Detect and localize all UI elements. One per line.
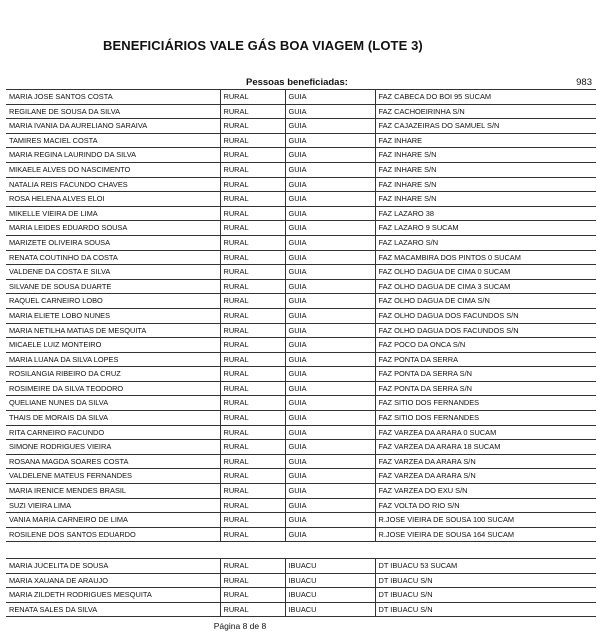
table-row bbox=[6, 338, 596, 353]
zone-cell: RURAL bbox=[220, 308, 285, 323]
zone-cell: RURAL bbox=[220, 527, 285, 542]
beneficiaries-table-ibuacu bbox=[6, 558, 596, 617]
district-cell: GUIA bbox=[285, 396, 375, 411]
zone-cell: RURAL bbox=[220, 381, 285, 396]
name-cell: MIKAELE ALVES DO NASCIMENTO bbox=[6, 162, 220, 177]
address-cell: FAZ OLHO DAGUA DE CIMA 3 SUCAM bbox=[375, 279, 596, 294]
table-row bbox=[6, 469, 596, 484]
district-cell: GUIA bbox=[285, 119, 375, 134]
address-cell: FAZ INHARE S/N bbox=[375, 148, 596, 163]
district-cell: GUIA bbox=[285, 279, 375, 294]
district-cell: GUIA bbox=[285, 352, 375, 367]
address-cell: FAZ VARZEA DA ARARA 18 SUCAM bbox=[375, 440, 596, 455]
zone-cell: RURAL bbox=[220, 235, 285, 250]
address-cell: FAZ VOLTA DO RIO S/N bbox=[375, 498, 596, 513]
district-cell: GUIA bbox=[285, 206, 375, 221]
table-row bbox=[6, 162, 596, 177]
zone-cell: RURAL bbox=[220, 265, 285, 280]
table-row bbox=[6, 265, 596, 280]
address-cell: FAZ VARZEA DO EXU S/N bbox=[375, 484, 596, 499]
page-footer: Página 8 de 8 bbox=[213, 621, 267, 631]
table-row bbox=[6, 573, 596, 588]
address-cell: FAZ OLHO DAGUA DOS FACUNDOS S/N bbox=[375, 308, 596, 323]
table-row bbox=[6, 104, 596, 119]
name-cell: MARIA REGINA LAURINDO DA SILVA bbox=[6, 148, 220, 163]
district-cell: IBUACU bbox=[285, 573, 375, 588]
district-cell: GUIA bbox=[285, 425, 375, 440]
name-cell: VALDENE DA COSTA E SILVA bbox=[6, 265, 220, 280]
name-cell: TAMIRES MACIEL COSTA bbox=[6, 133, 220, 148]
table-row bbox=[6, 425, 596, 440]
district-cell: GUIA bbox=[285, 381, 375, 396]
zone-cell: RURAL bbox=[220, 338, 285, 353]
name-cell: MARIA LUANA DA SILVA LOPES bbox=[6, 352, 220, 367]
name-cell: RENATA COUTINHO DA COSTA bbox=[6, 250, 220, 265]
name-cell: MARIA NETILHA MATIAS DE MESQUITA bbox=[6, 323, 220, 338]
zone-cell: RURAL bbox=[220, 250, 285, 265]
zone-cell: RURAL bbox=[220, 498, 285, 513]
district-cell: GUIA bbox=[285, 454, 375, 469]
address-cell: R.JOSE VIEIRA DE SOUSA 164 SUCAM bbox=[375, 527, 596, 542]
name-cell: SILVANE DE SOUSA DUARTE bbox=[6, 279, 220, 294]
district-cell: GUIA bbox=[285, 469, 375, 484]
table-row bbox=[6, 513, 596, 528]
zone-cell: RURAL bbox=[220, 425, 285, 440]
district-cell: GUIA bbox=[285, 498, 375, 513]
address-cell: FAZ INHARE S/N bbox=[375, 177, 596, 192]
name-cell: REGILANE DE SOUSA DA SILVA bbox=[6, 104, 220, 119]
zone-cell: RURAL bbox=[220, 352, 285, 367]
name-cell: MARIA JOSE SANTOS COSTA bbox=[6, 90, 220, 105]
district-cell: GUIA bbox=[285, 177, 375, 192]
name-cell: VALDELENE MATEUS FERNANDES bbox=[6, 469, 220, 484]
district-cell: GUIA bbox=[285, 308, 375, 323]
document-title: BENEFICIÁRIOS VALE GÁS BOA VIAGEM (LOTE 3) bbox=[103, 38, 423, 53]
zone-cell: RURAL bbox=[220, 396, 285, 411]
address-cell: FAZ INHARE bbox=[375, 133, 596, 148]
name-cell: ROSILANGIA RIBEIRO DA CRUZ bbox=[6, 367, 220, 382]
name-cell: MICAELE LUIZ MONTEIRO bbox=[6, 338, 220, 353]
name-cell: THAIS DE MORAIS DA SILVA bbox=[6, 411, 220, 426]
zone-cell: RURAL bbox=[220, 279, 285, 294]
zone-cell: RURAL bbox=[220, 513, 285, 528]
address-cell: FAZ CACHOEIRINHA S/N bbox=[375, 104, 596, 119]
table-row bbox=[6, 279, 596, 294]
address-cell: FAZ INHARE S/N bbox=[375, 162, 596, 177]
district-cell: GUIA bbox=[285, 162, 375, 177]
zone-cell: RURAL bbox=[220, 206, 285, 221]
name-cell: SIMONE RODRIGUES VIEIRA bbox=[6, 440, 220, 455]
name-cell: MARIA ELIETE LOBO NUNES bbox=[6, 308, 220, 323]
table-row bbox=[6, 235, 596, 250]
district-cell: GUIA bbox=[285, 104, 375, 119]
zone-cell: RURAL bbox=[220, 104, 285, 119]
table-row bbox=[6, 367, 596, 382]
district-cell: GUIA bbox=[285, 221, 375, 236]
district-cell: GUIA bbox=[285, 411, 375, 426]
table-row bbox=[6, 308, 596, 323]
address-cell: FAZ SITIO DOS FERNANDES bbox=[375, 396, 596, 411]
name-cell: ROSIMEIRE DA SILVA TEODORO bbox=[6, 381, 220, 396]
district-cell: IBUACU bbox=[285, 588, 375, 603]
address-cell: FAZ LAZARO 9 SUCAM bbox=[375, 221, 596, 236]
summary-count: 983 bbox=[576, 77, 592, 88]
zone-cell: RURAL bbox=[220, 90, 285, 105]
address-cell: FAZ VARZEA DA ARARA S/N bbox=[375, 454, 596, 469]
table-row bbox=[6, 527, 596, 542]
table-body bbox=[6, 559, 596, 617]
zone-cell: RURAL bbox=[220, 484, 285, 499]
address-cell: FAZ PONTA DA SERRA bbox=[375, 352, 596, 367]
name-cell: MARIA IRENICE MENDES BRASIL bbox=[6, 484, 220, 499]
zone-cell: RURAL bbox=[220, 573, 285, 588]
address-cell: DT IBUACU S/N bbox=[375, 573, 596, 588]
zone-cell: RURAL bbox=[220, 192, 285, 207]
zone-cell: RURAL bbox=[220, 411, 285, 426]
district-cell: GUIA bbox=[285, 192, 375, 207]
zone-cell: RURAL bbox=[220, 602, 285, 617]
district-cell: GUIA bbox=[285, 90, 375, 105]
table-row bbox=[6, 588, 596, 603]
name-cell: RAQUEL CARNEIRO LOBO bbox=[6, 294, 220, 309]
name-cell: MIKELLE VIEIRA DE LIMA bbox=[6, 206, 220, 221]
name-cell: RITA CARNEIRO FACUNDO bbox=[6, 425, 220, 440]
table-row bbox=[6, 206, 596, 221]
district-cell: GUIA bbox=[285, 265, 375, 280]
zone-cell: RURAL bbox=[220, 469, 285, 484]
name-cell: MARIA XAUANA DE ARAUJO bbox=[6, 573, 220, 588]
zone-cell: RURAL bbox=[220, 162, 285, 177]
address-cell: FAZ SITIO DOS FERNANDES bbox=[375, 411, 596, 426]
table-row bbox=[6, 352, 596, 367]
district-cell: GUIA bbox=[285, 235, 375, 250]
district-cell: GUIA bbox=[285, 294, 375, 309]
address-cell: R.JOSE VIEIRA DE SOUSA 100 SUCAM bbox=[375, 513, 596, 528]
district-cell: GUIA bbox=[285, 323, 375, 338]
table-row bbox=[6, 411, 596, 426]
zone-cell: RURAL bbox=[220, 559, 285, 574]
zone-cell: RURAL bbox=[220, 588, 285, 603]
zone-cell: RURAL bbox=[220, 367, 285, 382]
beneficiaries-table bbox=[6, 89, 596, 542]
district-cell: GUIA bbox=[285, 250, 375, 265]
address-cell: FAZ OLHO DAGUA DOS FACUNDOS S/N bbox=[375, 323, 596, 338]
name-cell: NATALIA REIS FACUNDO CHAVES bbox=[6, 177, 220, 192]
district-cell: GUIA bbox=[285, 513, 375, 528]
name-cell: VANIA MARIA CARNEIRO DE LIMA bbox=[6, 513, 220, 528]
address-cell: FAZ LAZARO S/N bbox=[375, 235, 596, 250]
name-cell: RENATA SALES DA SILVA bbox=[6, 602, 220, 617]
district-cell: GUIA bbox=[285, 527, 375, 542]
address-cell: FAZ POCO DA ONCA S/N bbox=[375, 338, 596, 353]
summary-label: Pessoas beneficiadas: bbox=[246, 77, 348, 88]
table-row bbox=[6, 454, 596, 469]
address-cell: FAZ PONTA DA SERRA S/N bbox=[375, 367, 596, 382]
district-cell: GUIA bbox=[285, 338, 375, 353]
district-cell: GUIA bbox=[285, 440, 375, 455]
district-cell: GUIA bbox=[285, 367, 375, 382]
zone-cell: RURAL bbox=[220, 119, 285, 134]
district-cell: GUIA bbox=[285, 148, 375, 163]
table-body bbox=[6, 90, 596, 542]
table-row bbox=[6, 323, 596, 338]
zone-cell: RURAL bbox=[220, 148, 285, 163]
address-cell: DT IBUACU S/N bbox=[375, 588, 596, 603]
table-row bbox=[6, 440, 596, 455]
zone-cell: RURAL bbox=[220, 294, 285, 309]
name-cell: ROSILENE DOS SANTOS EDUARDO bbox=[6, 527, 220, 542]
table-row bbox=[6, 177, 596, 192]
address-cell: FAZ OLHO DAGUA DE CIMA 0 SUCAM bbox=[375, 265, 596, 280]
address-cell: FAZ INHARE S/N bbox=[375, 192, 596, 207]
name-cell: MARIA IVANIA DA AURELIANO SARAIVA bbox=[6, 119, 220, 134]
table-row bbox=[6, 250, 596, 265]
name-cell: SUZI VIEIRA LIMA bbox=[6, 498, 220, 513]
address-cell: DT IBUACU S/N bbox=[375, 602, 596, 617]
zone-cell: RURAL bbox=[220, 133, 285, 148]
table-row bbox=[6, 484, 596, 499]
address-cell: FAZ OLHO DAGUA DE CIMA S/N bbox=[375, 294, 596, 309]
address-cell: FAZ MACAMBIRA DOS PINTOS 0 SUCAM bbox=[375, 250, 596, 265]
table-row bbox=[6, 221, 596, 236]
name-cell: ROSANA MAGDA SOARES COSTA bbox=[6, 454, 220, 469]
district-cell: IBUACU bbox=[285, 559, 375, 574]
table-row bbox=[6, 498, 596, 513]
table-row bbox=[6, 119, 596, 134]
zone-cell: RURAL bbox=[220, 440, 285, 455]
table-row bbox=[6, 192, 596, 207]
table-row bbox=[6, 133, 596, 148]
district-cell: GUIA bbox=[285, 133, 375, 148]
table-row bbox=[6, 559, 596, 574]
zone-cell: RURAL bbox=[220, 323, 285, 338]
zone-cell: RURAL bbox=[220, 454, 285, 469]
address-cell: FAZ CABECA DO BOI 95 SUCAM bbox=[375, 90, 596, 105]
district-cell: GUIA bbox=[285, 484, 375, 499]
name-cell: ROSA HELENA ALVES ELOI bbox=[6, 192, 220, 207]
name-cell: MARIA LEIDES EDUARDO SOUSA bbox=[6, 221, 220, 236]
table-row bbox=[6, 396, 596, 411]
address-cell: FAZ VARZEA DA ARARA 0 SUCAM bbox=[375, 425, 596, 440]
address-cell: FAZ CAJAZEIRAS DO SAMUEL S/N bbox=[375, 119, 596, 134]
zone-cell: RURAL bbox=[220, 221, 285, 236]
address-cell: FAZ PONTA DA SERRA S/N bbox=[375, 381, 596, 396]
table-row bbox=[6, 381, 596, 396]
address-cell: FAZ VARZEA DA ARARA S/N bbox=[375, 469, 596, 484]
table-row bbox=[6, 148, 596, 163]
table-row bbox=[6, 602, 596, 617]
zone-cell: RURAL bbox=[220, 177, 285, 192]
table-row bbox=[6, 294, 596, 309]
address-cell: FAZ LAZARO 38 bbox=[375, 206, 596, 221]
name-cell: MARIA ZILDETH RODRIGUES MESQUITA bbox=[6, 588, 220, 603]
district-cell: IBUACU bbox=[285, 602, 375, 617]
name-cell: MARIA JUCELITA DE SOUSA bbox=[6, 559, 220, 574]
name-cell: MARIZETE OLIVEIRA SOUSA bbox=[6, 235, 220, 250]
address-cell: DT IBUACU 53 SUCAM bbox=[375, 559, 596, 574]
table-row bbox=[6, 90, 596, 105]
name-cell: QUELIANE NUNES DA SILVA bbox=[6, 396, 220, 411]
